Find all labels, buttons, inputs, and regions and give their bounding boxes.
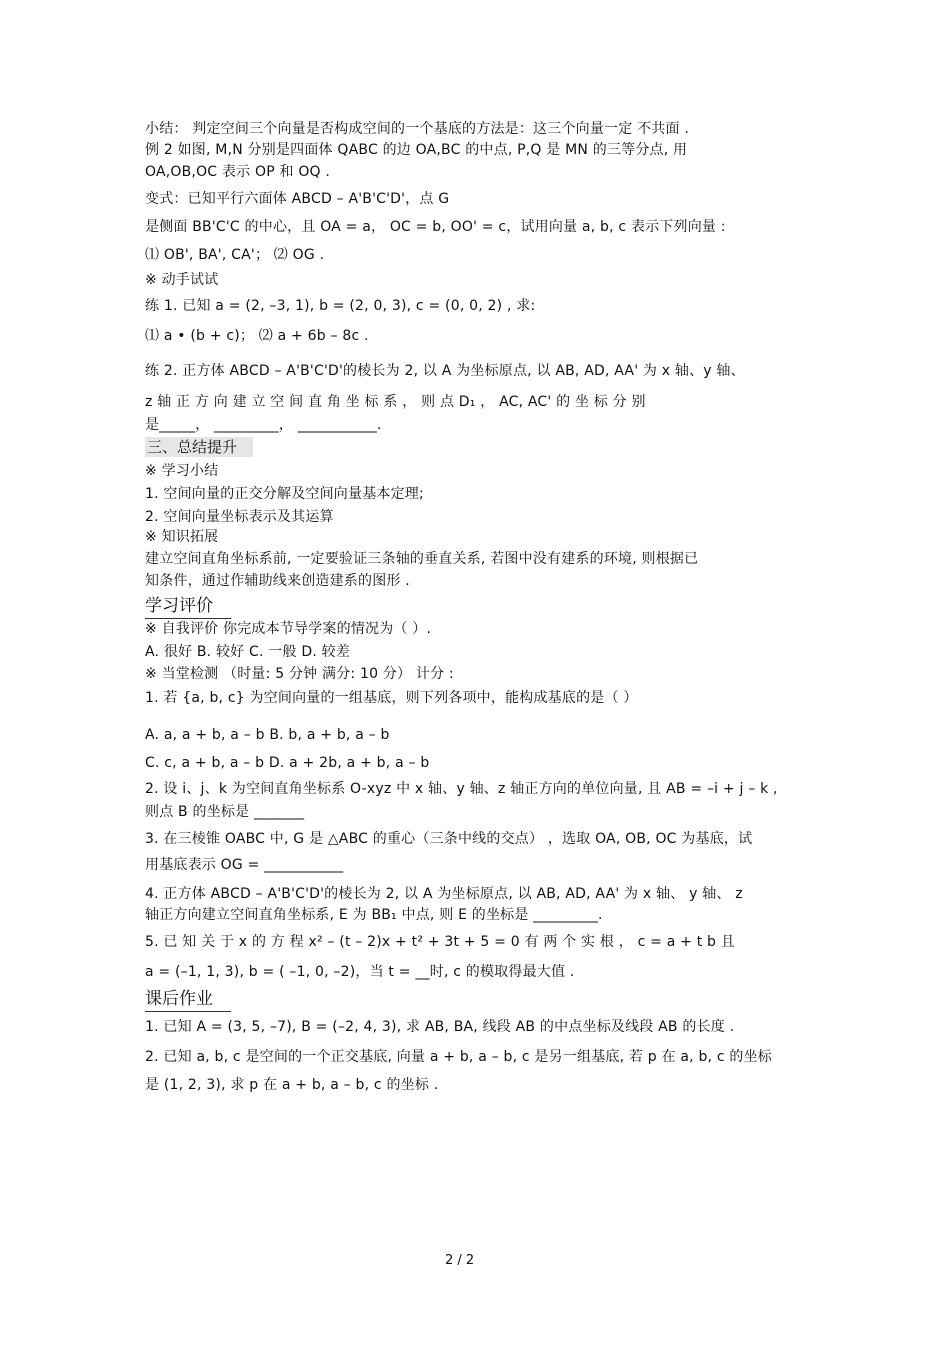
quiz-q1: 1. 若 {a, b, c} 为空间向量的一组基底，则下列各项中，能构成基底的是（ ） [145, 690, 638, 706]
homework-q2: 2. 已知 a, b, c 是空间的一个正交基底, 向量 a + b, a – b, c 是另一组基底, 若 p 在 a, b, c 的坐标 [145, 1049, 772, 1065]
practice-2-line-2: z 轴 正 方 向 建 立 空 间 直 角 坐 标 系 ， 则 点 D₁ ， AC, AC' 的 坐 标 分 别 [145, 394, 646, 410]
practice-2-line-3: 是_____， _________， ___________. [145, 417, 382, 433]
practice-1-line-2: ⑴ a • (b + c)； ⑵ a + 6b – 8c . [145, 328, 369, 344]
evaluation-heading-text: 学习评价 [145, 596, 213, 616]
study-summary-heading: ※ 学习小结 [145, 463, 219, 479]
section-heading: 三、总结提升 [145, 437, 253, 457]
knowledge-line: 建立空间直角坐标系前, 一定要验证三条轴的垂直关系, 若图中没有建系的环境, 则根据已 [145, 551, 699, 567]
try-heading: ※ 动手试试 [145, 272, 219, 288]
homework-heading-text: 课后作业 [145, 989, 213, 1009]
example-2-line: 例 2 如图, M,N 分别是四面体 QABC 的边 OA,BC 的中点, P,Q 是 MN 的三等分点, 用 [145, 142, 688, 158]
example-2-line-2: OA,OB,OC 表示 OP 和 OQ . [145, 164, 331, 180]
evaluation-heading [145, 595, 213, 617]
quiz-q5-line-2: a = (–1, 1, 3), b = ( –1, 0, –2)，当 t = __时, c 的模取得最大值 . [145, 964, 575, 980]
summary-item-2: 2. 空间向量坐标表示及其运算 [145, 509, 334, 525]
homework-heading [145, 988, 213, 1010]
practice-2-line: 练 2. 正方体 ABCD – A'B'C'D'的棱长为 2, 以 A 为坐标原点, 以 AB, AD, AA' 为 x 轴、y 轴、 [145, 363, 745, 379]
homework-q1: 1. 已知 A = (3, 5, –7), B = (–2, 4, 3), 求 AB, BA, 线段 AB 的中点坐标及线段 AB 的长度 . [145, 1019, 735, 1035]
quiz-q2: 2. 设 i、j、k 为空间直角坐标系 O-xyz 中 x 轴、y 轴、z 轴正方向的单位向量, 且 AB = –i + j – k , [145, 781, 778, 797]
quiz-q5: 5. 已 知 关 于 x 的 方 程 x² – (t – 2)x + t² + 3t + 5 = 0 有 两 个 实 根 ， c = a + t b 且 [145, 934, 735, 950]
practice-1-line: 练 1. 已知 a = (2, –3, 1), b = (2, 0, 3), c = (0, 0, 2) , 求: [145, 298, 536, 314]
knowledge-heading: ※ 知识拓展 [145, 529, 219, 545]
variant-line-2: 是侧面 BB'C'C 的中心，且 OA = a， OC = b, OO' = c，试用向量 a, b, c 表示下列向量 : [145, 219, 726, 235]
self-eval-options: A. 很好 B. 较好 C. 一般 D. 较差 [145, 644, 351, 660]
knowledge-line-2: 知条件，通过作辅助线来创造建系的图形 . [145, 573, 410, 589]
quiz-q3: 3. 在三棱锥 OABC 中, G 是 △ABC 的重心（三条中线的交点） ，选取 OA, OB, OC 为基底，试 [145, 831, 753, 847]
quiz-q3-line-2: 用基底表示 OG = ___________ [145, 857, 344, 873]
quiz-heading: ※ 当堂检测 （时量: 5 分钟 满分: 10 分） 计分 : [145, 666, 454, 682]
quiz-q1-options-ab: A. a, a + b, a – b B. b, a + b, a – b [145, 727, 390, 743]
quiz-q2-line-2: 则点 B 的坐标是 _______ [145, 804, 305, 820]
self-eval-line: ※ 自我评价 你完成本节导学案的情况为（ ）. [145, 621, 432, 637]
page-number: 2 / 2 [445, 1253, 475, 1268]
variant-line: 变式：已知平行六面体 ABCD – A'B'C'D'，点 G [145, 191, 450, 207]
quiz-q1-options-cd: C. c, a + b, a – b D. a + 2b, a + b, a – b [145, 755, 430, 771]
summary-line: 小结： 判定空间三个向量是否构成空间的一个基底的方法是：这三个向量一定 不共面 . [145, 121, 689, 137]
homework-q2-line-2: 是 (1, 2, 3), 求 p 在 a + b, a – b, c 的坐标 . [145, 1077, 439, 1093]
quiz-q4: 4. 正方体 ABCD – A'B'C'D'的棱长为 2, 以 A 为坐标原点, 以 AB, AD, AA' 为 x 轴、 y 轴、 z [145, 886, 743, 902]
quiz-q4-line-2: 轴正方向建立空间直角坐标系, E 为 BB₁ 中点, 则 E 的坐标是 _________. [145, 907, 603, 923]
summary-item-1: 1. 空间向量的正交分解及空间向量基本定理; [145, 486, 424, 502]
heading-underline [145, 1011, 231, 1012]
heading-underline [145, 618, 231, 619]
variant-line-3: ⑴ OB', BA', CA'； ⑵ OG . [145, 247, 325, 263]
